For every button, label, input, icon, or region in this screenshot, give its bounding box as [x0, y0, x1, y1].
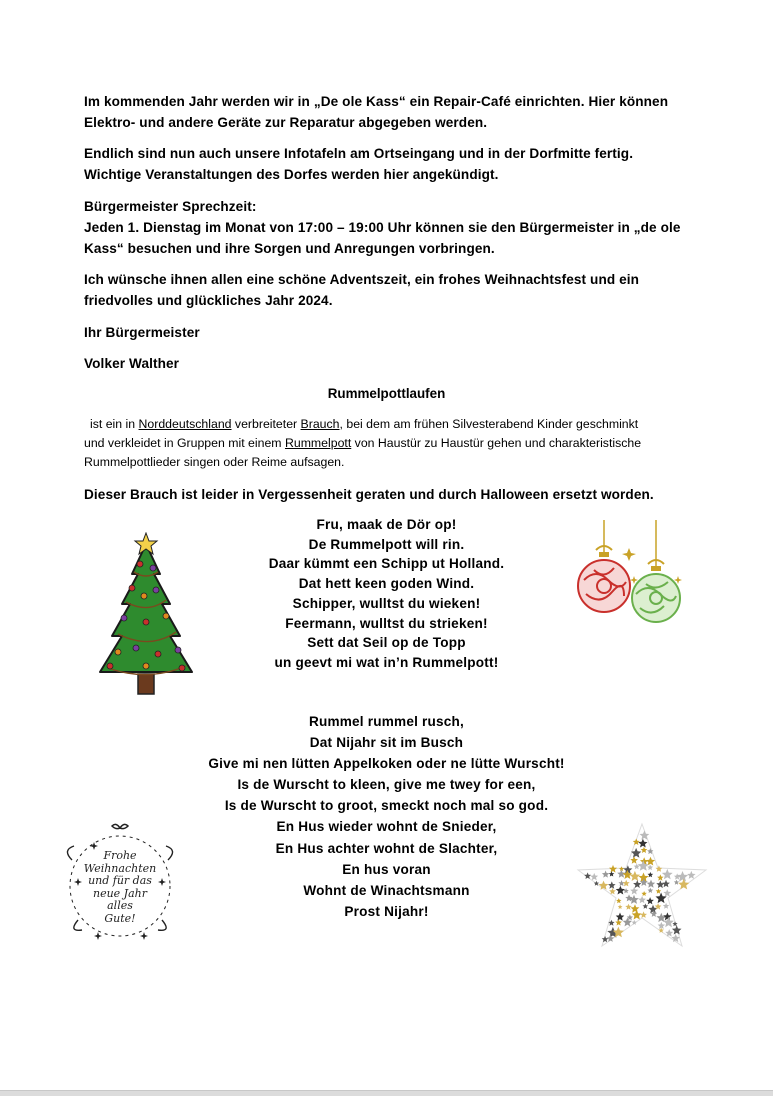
wishes-line-1: Ich wünsche ihnen allen eine schöne Adventszeit, ein frohes Weihnachtsfest und ein — [84, 272, 640, 287]
sprechzeit-line-2: Kass“ besuchen und ihre Sorgen und Anregungen vorbringen. — [84, 241, 495, 256]
page-bottom-edge — [0, 1090, 773, 1096]
link-norddeutschland[interactable]: Norddeutschland — [138, 417, 232, 431]
wishes-line-2: friedvolles und glückliches Jahr 2024. — [84, 293, 333, 308]
link-rummelpott[interactable]: Rummelpott — [284, 436, 352, 450]
infotafeln-paragraph — [84, 143, 704, 185]
wreath-line: Frohe — [103, 849, 137, 862]
desc-text: und verkleidet in Gruppen mit einem — [84, 436, 285, 450]
poem-line: Prost Nijahr! — [344, 903, 429, 919]
desc-line-1 — [84, 415, 704, 434]
poem-line: Rummel rummel rusch, — [308, 714, 465, 729]
infotafeln-line-1: Endlich sind nun auch unsere Infotafeln am Ortseingang und in der Dorfmitte fertig. — [84, 146, 634, 161]
desc-text: von Haustür zu Haustür gehen und charakteristische — [351, 436, 642, 450]
poem-line: Dat Nijahr sit im Busch — [309, 735, 464, 751]
poem-line: Sett dat Seil op de Topp — [307, 635, 466, 651]
repair-line-1: Im kommenden Jahr werden wir in „De ole Kass“ ein Repair-Café einrichten. Hier können — [84, 94, 669, 109]
poem-line: Is de Wurscht to groot, smeckt noch mal so god. — [224, 798, 549, 814]
link-brauch[interactable]: Brauch — [300, 417, 340, 431]
infotafeln-line-2: Wichtige Veranstaltungen des Dorfes werden hier angekündigt. — [84, 167, 499, 182]
closing-text: Ihr Bürgermeister — [84, 325, 200, 340]
wreath-line: Weihnachten — [83, 861, 157, 875]
poem-line: Feermann, wulltst du strieken! — [285, 615, 488, 631]
ornament-baubles-icon — [574, 520, 684, 630]
poem-line: Daar kümmt een Schipp ut Holland. — [268, 556, 505, 572]
wreath-line: alles — [107, 899, 133, 912]
poem-line: En Hus wieder wohnt de Snieder, — [276, 819, 497, 835]
poem-line: un geevt mi wat in’n Rummelpott! — [274, 654, 499, 670]
desc-line-2 — [84, 434, 704, 453]
wreath-text — [58, 850, 182, 925]
wreath-line: Gute! — [104, 911, 136, 925]
poem-line: Dat hett keen goden Wind. — [298, 576, 475, 592]
poem-line: Fru, maak de Dör op! — [316, 517, 457, 532]
rummelpott-description — [84, 415, 704, 472]
poem-line: Is de Wurscht to kleen, give me twey for een, — [237, 777, 536, 793]
poem-line: Give mi nen lütten Appelkoken oder ne lütte Wurscht! — [208, 756, 565, 772]
poem-line: Schipper, wulltst du wieken! — [292, 595, 481, 611]
christmas-tree-icon — [96, 532, 196, 697]
poem-line: De Rummelpott will rin. — [308, 536, 465, 552]
forgotten-paragraph: Dieser Brauch ist leider in Vergessenheit geraten und durch Halloween ersetzt worden. — [84, 487, 654, 502]
star-collage-icon — [574, 820, 710, 952]
repair-cafe-paragraph — [84, 91, 704, 133]
greeting-wreath-icon — [58, 820, 182, 944]
sprechzeit-paragraph — [84, 196, 704, 259]
poem-line: Wohnt de Winachtsmann — [303, 882, 470, 898]
wreath-line: und für das — [88, 874, 152, 887]
sprechzeit-title: Bürgermeister Sprechzeit: — [84, 199, 257, 214]
desc-text: verbreiteter — [231, 417, 301, 431]
wreath-line: neue Jahr — [93, 886, 147, 900]
rummelpott-heading: Rummelpottlaufen — [327, 386, 446, 401]
desc-line-3: Rummelpottlieder singen oder Reime aufsagen. — [84, 455, 345, 469]
signature-name: Volker Walther — [84, 356, 180, 371]
poem-line: En Hus achter wohnt de Slachter, — [275, 840, 498, 856]
sprechzeit-line-1: Jeden 1. Dienstag im Monat von 17:00 – 19:00 Uhr können sie den Bürgermeister in „de ole — [84, 220, 681, 235]
desc-text: , bei dem am frühen Silvesterabend Kinder geschminkt — [339, 417, 639, 431]
wishes-paragraph — [84, 269, 704, 311]
poem-line: En hus voran — [342, 861, 431, 877]
desc-text: ist ein in — [90, 417, 139, 431]
repair-line-2: Elektro- und andere Geräte zur Reparatur abgegeben werden. — [84, 115, 488, 130]
